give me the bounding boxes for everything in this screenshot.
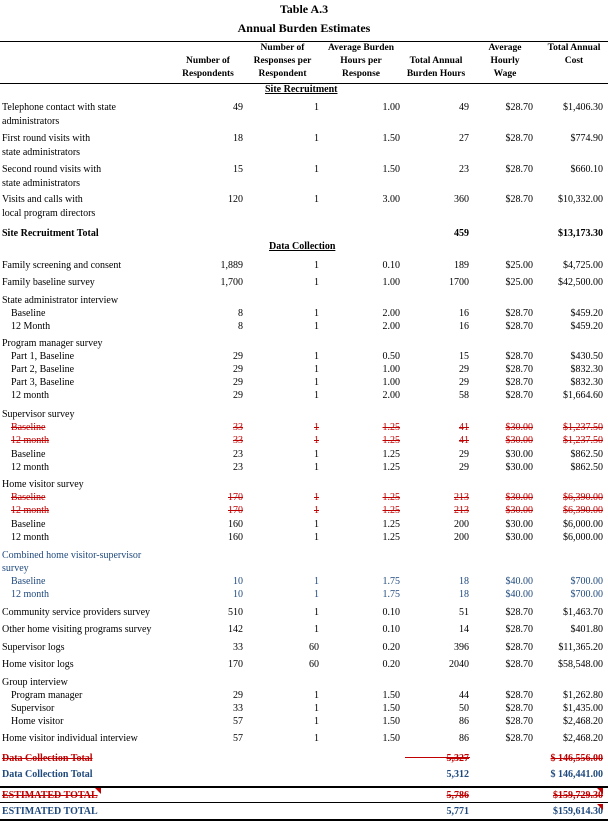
cell-hours: 0.10	[382, 624, 400, 635]
cell-total-hours: 50	[459, 703, 469, 714]
row-label: Baseline	[11, 449, 46, 460]
cell-responses: 1	[314, 351, 319, 362]
cell-hours: 1.50	[382, 703, 400, 714]
cell-cost: $4,725.00	[563, 260, 603, 271]
cell-cost: $430.50	[570, 351, 603, 362]
cell-respondents: 33	[233, 435, 243, 446]
table-row	[0, 689, 608, 702]
cell-wage: $28.70	[505, 733, 533, 744]
header-responses: Number of Responses per Respondent	[253, 43, 312, 79]
cell-total-hours: 459	[454, 228, 469, 239]
cell-total-hours: 5,786	[446, 790, 469, 801]
cell-total-hours: 86	[459, 716, 469, 727]
cell-cost: $6,000.00	[563, 519, 603, 530]
row-label: Second round visits with	[2, 164, 102, 175]
cell-respondents: 120	[228, 194, 243, 205]
row-label: 12 month	[11, 435, 50, 446]
row-label: Baseline	[11, 422, 46, 433]
cell-wage: $28.70	[505, 321, 533, 332]
cell-hours: 1.00	[382, 364, 400, 375]
table-row	[0, 676, 608, 689]
cell-hours: 1.25	[382, 462, 400, 473]
cell-total-hours: 2040	[449, 659, 469, 670]
row-label: Data Collection Total	[2, 769, 93, 780]
row-label: ESTIMATED TOTAL	[2, 806, 98, 817]
cell-responses: 1	[314, 364, 319, 375]
cell-cost: $6,390.00	[563, 505, 603, 516]
cell-hours: 1.50	[382, 716, 400, 727]
cell-wage: $28.70	[505, 659, 533, 670]
cell-responses: 60	[309, 642, 319, 653]
cell-total-hours: 29	[459, 462, 469, 473]
cell-wage: $30.00	[505, 492, 533, 503]
table-row-added	[0, 562, 608, 575]
table-row	[0, 478, 608, 491]
cell-total-hours: 5,771	[446, 806, 469, 817]
cell-total-hours: 1700	[449, 277, 469, 288]
cell-responses: 1	[314, 589, 319, 600]
cell-responses: 1	[314, 260, 319, 271]
row-label: state administrators	[2, 147, 81, 158]
cell-hours: 0.20	[382, 659, 400, 670]
header-respondents: Number of Respondents	[182, 56, 234, 79]
cell-cost: $10,332.00	[558, 194, 603, 205]
table-row	[0, 658, 608, 671]
cell-hours: 2.00	[382, 321, 400, 332]
cell-cost: $1,406.30	[563, 102, 603, 113]
row-label: survey	[2, 563, 29, 574]
cell-cost: $1,237.50	[563, 435, 603, 446]
header-hours: Average Burden Hours per Response	[327, 43, 395, 79]
cell-wage: $28.70	[505, 377, 533, 388]
estimated-mid-rule	[0, 802, 608, 803]
row-label: Supervisor survey	[2, 409, 75, 420]
cell-wage: $28.70	[505, 102, 533, 113]
cell-responses: 1	[314, 308, 319, 319]
cell-responses: 1	[314, 505, 319, 516]
cell-cost: $2,468.20	[563, 733, 603, 744]
cell-total-hours: 5,327	[446, 753, 469, 764]
cell-total-hours: 18	[459, 589, 469, 600]
table-row	[0, 732, 608, 745]
cell-cost: $401.80	[570, 624, 603, 635]
row-label: Baseline	[11, 492, 46, 503]
cell-responses: 1	[314, 576, 319, 587]
row-label: Home visitor logs	[2, 659, 74, 670]
cell-total-hours: 58	[459, 390, 469, 401]
cell-total-hours: 213	[454, 492, 469, 503]
table-row-deleted	[0, 434, 608, 447]
table-row-added	[0, 575, 608, 588]
cell-hours: 1.25	[382, 492, 400, 503]
cell-total-hours: 86	[459, 733, 469, 744]
cell-respondents: 29	[233, 690, 243, 701]
header-total-hours: Total Annual Burden Hours	[406, 56, 466, 79]
cell-hours: 1.50	[382, 164, 400, 175]
cell-responses: 1	[314, 532, 319, 543]
cell-cost: $ 146,441.00	[550, 769, 603, 780]
cell-respondents: 170	[228, 659, 243, 670]
row-label: Family baseline survey	[2, 277, 95, 288]
table-row	[0, 408, 608, 421]
cell-responses: 1	[314, 321, 319, 332]
revision-mark-icon	[95, 788, 101, 794]
cell-cost: $1,237.50	[563, 422, 603, 433]
table-row	[0, 146, 608, 159]
row-label: Baseline	[11, 576, 46, 587]
bottom-rule	[0, 819, 608, 821]
cell-hours: 1.00	[382, 102, 400, 113]
row-label: 12 month	[11, 532, 50, 543]
row-label: 12 Month	[11, 321, 51, 332]
cell-responses: 1	[314, 277, 319, 288]
cell-total-hours: 49	[459, 102, 469, 113]
cell-hours: 1.50	[382, 733, 400, 744]
cell-cost: $862.50	[570, 462, 603, 473]
cell-cost: $700.00	[570, 589, 603, 600]
cell-wage: $28.70	[505, 164, 533, 175]
cell-respondents: 23	[233, 449, 243, 460]
cell-hours: 1.50	[382, 133, 400, 144]
cell-cost: $ 146,556.00	[550, 753, 603, 764]
cell-respondents: 170	[228, 492, 243, 503]
row-label: Group interview	[2, 677, 68, 688]
table-row	[0, 350, 608, 363]
cell-total-hours: 5,312	[446, 769, 469, 780]
cell-hours: 1.25	[382, 532, 400, 543]
cell-wage: $30.00	[505, 422, 533, 433]
cell-respondents: 29	[233, 377, 243, 388]
cell-cost: $700.00	[570, 576, 603, 587]
cell-respondents: 57	[233, 733, 243, 744]
cell-responses: 1	[314, 194, 319, 205]
cell-wage: $30.00	[505, 505, 533, 516]
cell-total-hours: 200	[454, 532, 469, 543]
table-row	[0, 193, 608, 206]
cell-total-hours: 23	[459, 164, 469, 175]
table-row	[0, 101, 608, 114]
cell-total-hours: 213	[454, 505, 469, 516]
table-row-deleted	[0, 491, 608, 504]
cell-total-hours: 29	[459, 449, 469, 460]
cell-responses: 1	[314, 164, 319, 175]
cell-cost: $1,435.00	[563, 703, 603, 714]
cell-responses: 1	[314, 607, 319, 618]
row-label: Home visitor survey	[2, 479, 84, 490]
cell-respondents: 8	[238, 321, 243, 332]
table-row	[0, 606, 608, 619]
row-label: Other home visiting programs survey	[2, 624, 152, 635]
cell-hours: 0.10	[382, 607, 400, 618]
row-label: Data Collection Total	[2, 753, 93, 764]
row-label: Combined home visitor-supervisor	[2, 550, 142, 561]
cell-respondents: 57	[233, 716, 243, 727]
row-label: Community service providers survey	[2, 607, 151, 618]
cell-respondents: 49	[233, 102, 243, 113]
cell-cost: $11,365.20	[558, 642, 603, 653]
cell-hours: 3.00	[382, 194, 400, 205]
cell-cost: $159,729.30	[553, 790, 603, 801]
row-label: state administrators	[2, 178, 81, 189]
row-label: local program directors	[2, 208, 96, 219]
row-label: Visits and calls with	[2, 194, 83, 205]
revision-mark-icon	[597, 804, 603, 810]
cell-responses: 1	[314, 716, 319, 727]
cell-hours: 1.25	[382, 505, 400, 516]
cell-respondents: 15	[233, 164, 243, 175]
row-label: Family screening and consent	[2, 260, 122, 271]
cell-respondents: 160	[228, 532, 243, 543]
row-label: 12 month	[11, 505, 50, 516]
table-row	[0, 702, 608, 715]
cell-hours: 1.25	[382, 422, 400, 433]
cell-wage: $28.70	[505, 308, 533, 319]
row-label: Part 2, Baseline	[11, 364, 75, 375]
header-wage: Average Hourly Wage	[488, 43, 522, 79]
cell-total-hours: 27	[459, 133, 469, 144]
cell-respondents: 10	[233, 576, 243, 587]
cell-responses: 1	[314, 703, 319, 714]
cell-hours: 1.75	[382, 576, 400, 587]
table-row	[0, 307, 608, 320]
table-row	[0, 518, 608, 531]
row-label: First round visits with	[2, 133, 91, 144]
cell-wage: $30.00	[505, 519, 533, 530]
table-row	[0, 207, 608, 220]
row-label: Baseline	[11, 308, 46, 319]
cell-wage: $28.70	[505, 642, 533, 653]
cell-hours: 1.25	[382, 519, 400, 530]
cell-responses: 1	[314, 462, 319, 473]
header-cost: Total Annual Cost	[547, 43, 601, 66]
table-row	[0, 177, 608, 190]
cell-wage: $40.00	[505, 589, 533, 600]
cell-wage: $28.70	[505, 690, 533, 701]
cell-wage: $30.00	[505, 449, 533, 460]
cell-cost: $832.30	[570, 364, 603, 375]
cell-cost: $42,500.00	[558, 277, 603, 288]
row-label: administrators	[2, 116, 60, 127]
table-row	[0, 132, 608, 145]
table-row	[0, 389, 608, 402]
cell-total-hours: 360	[454, 194, 469, 205]
row-label: Site Recruitment Total	[2, 228, 99, 239]
cell-wage: $30.00	[505, 435, 533, 446]
table-row	[0, 115, 608, 128]
table-row	[0, 461, 608, 474]
cell-hours: 1.00	[382, 377, 400, 388]
row-label: State administrator interview	[2, 295, 119, 306]
cell-responses: 1	[314, 435, 319, 446]
row-label: Program manager survey	[2, 338, 103, 349]
cell-wage: $30.00	[505, 532, 533, 543]
cell-respondents: 170	[228, 505, 243, 516]
cell-respondents: 8	[238, 308, 243, 319]
cell-respondents: 33	[233, 703, 243, 714]
cell-total-hours: 189	[454, 260, 469, 271]
cell-cost: $1,664.60	[563, 390, 603, 401]
cell-hours: 1.25	[382, 435, 400, 446]
cell-responses: 60	[309, 659, 319, 670]
cell-cost: $774.90	[570, 133, 603, 144]
row-label: Telephone contact with state	[2, 102, 116, 113]
cell-responses: 1	[314, 102, 319, 113]
table-row	[0, 623, 608, 636]
cell-cost: $2,468.20	[563, 716, 603, 727]
cell-cost: $459.20	[570, 321, 603, 332]
cell-cost: $6,390.00	[563, 492, 603, 503]
cell-total-hours: 200	[454, 519, 469, 530]
cell-total-hours: 41	[459, 435, 469, 446]
cell-respondents: 10	[233, 589, 243, 600]
cell-responses: 1	[314, 377, 319, 388]
revision-mark-icon	[597, 788, 603, 794]
cell-respondents: 510	[228, 607, 243, 618]
table-row	[0, 337, 608, 350]
cell-total-hours: 16	[459, 321, 469, 332]
cell-respondents: 29	[233, 351, 243, 362]
table-row-deleted	[0, 504, 608, 517]
table-row	[0, 531, 608, 544]
cell-wage: $30.00	[505, 462, 533, 473]
row-label: Supervisor logs	[2, 642, 65, 653]
row-label: 12 month	[11, 462, 50, 473]
cell-cost: $1,463.70	[563, 607, 603, 618]
cell-total-hours: 44	[459, 690, 469, 701]
cell-total-hours: 16	[459, 308, 469, 319]
row-label: Program manager	[11, 690, 83, 701]
cell-wage: $28.70	[505, 351, 533, 362]
table-row-total	[0, 227, 608, 240]
cell-hours: 1.50	[382, 690, 400, 701]
table-row-added	[0, 549, 608, 562]
table-row-deleted-total	[0, 752, 608, 765]
cell-wage: $28.70	[505, 716, 533, 727]
cell-respondents: 33	[233, 642, 243, 653]
cell-total-hours: 41	[459, 422, 469, 433]
cell-wage: $28.70	[505, 703, 533, 714]
row-label: 12 month	[11, 589, 50, 600]
cell-wage: $25.00	[505, 277, 533, 288]
table-row	[0, 448, 608, 461]
cell-responses: 1	[314, 519, 319, 530]
row-label: ESTIMATED TOTAL	[2, 790, 98, 801]
cell-respondents: 142	[228, 624, 243, 635]
cell-wage: $28.70	[505, 624, 533, 635]
section-site-recruitment: Site Recruitment	[265, 84, 338, 95]
cell-respondents: 18	[233, 133, 243, 144]
cell-cost: $159,614.30	[553, 806, 603, 817]
cell-responses: 1	[314, 690, 319, 701]
cell-cost: $459.20	[570, 308, 603, 319]
cell-hours: 2.00	[382, 308, 400, 319]
cell-hours: 0.20	[382, 642, 400, 653]
table-row-estimate	[0, 805, 608, 818]
table-row	[0, 363, 608, 376]
cell-total-hours: 396	[454, 642, 469, 653]
cell-responses: 1	[314, 422, 319, 433]
cell-total-hours: 29	[459, 377, 469, 388]
table-row-added	[0, 588, 608, 601]
table-row	[0, 320, 608, 333]
cell-wage: $28.70	[505, 607, 533, 618]
cell-wage: $40.00	[505, 576, 533, 587]
cell-cost: $832.30	[570, 377, 603, 388]
cell-cost: $1,262.80	[563, 690, 603, 701]
table-row	[0, 294, 608, 307]
row-label: 12 month	[11, 390, 50, 401]
cell-total-hours: 29	[459, 364, 469, 375]
cell-responses: 1	[314, 492, 319, 503]
cell-cost: $6,000.00	[563, 532, 603, 543]
table-row	[0, 259, 608, 272]
table-row-total	[0, 768, 608, 781]
row-label: Part 3, Baseline	[11, 377, 75, 388]
cell-respondents: 1,889	[220, 260, 243, 271]
cell-respondents: 160	[228, 519, 243, 530]
cell-respondents: 29	[233, 364, 243, 375]
row-label: Baseline	[11, 519, 46, 530]
estimated-total-rule	[0, 786, 608, 788]
cell-respondents: 33	[233, 422, 243, 433]
cell-hours: 1.75	[382, 589, 400, 600]
cell-hours: 2.00	[382, 390, 400, 401]
cell-respondents: 1,700	[220, 277, 243, 288]
cell-responses: 1	[314, 449, 319, 460]
cell-hours: 0.50	[382, 351, 400, 362]
deleted-total-rule	[405, 757, 470, 758]
cell-responses: 1	[314, 733, 319, 744]
table-row	[0, 641, 608, 654]
cell-total-hours: 18	[459, 576, 469, 587]
cell-cost: $13,173.30	[558, 228, 603, 239]
table-row	[0, 276, 608, 289]
row-label: Part 1, Baseline	[11, 351, 75, 362]
cell-total-hours: 51	[459, 607, 469, 618]
cell-wage: $28.70	[505, 194, 533, 205]
cell-wage: $28.70	[505, 133, 533, 144]
row-label: Supervisor	[11, 703, 55, 714]
cell-wage: $28.70	[505, 364, 533, 375]
cell-wage: $28.70	[505, 390, 533, 401]
cell-hours: 0.10	[382, 260, 400, 271]
table-row	[0, 376, 608, 389]
table-title: Table A.3	[279, 2, 329, 16]
table-row	[0, 163, 608, 176]
cell-respondents: 29	[233, 390, 243, 401]
cell-total-hours: 14	[459, 624, 469, 635]
table-row	[0, 715, 608, 728]
table-row-deleted-estimate	[0, 789, 608, 802]
cell-hours: 1.25	[382, 449, 400, 460]
cell-responses: 1	[314, 390, 319, 401]
section-data-collection: Data Collection	[269, 241, 336, 252]
cell-responses: 1	[314, 624, 319, 635]
cell-responses: 1	[314, 133, 319, 144]
cell-total-hours: 15	[459, 351, 469, 362]
cell-cost: $862.50	[570, 449, 603, 460]
table-subtitle: Annual Burden Estimates	[237, 21, 371, 35]
table-row-deleted	[0, 421, 608, 434]
cell-cost: $660.10	[570, 164, 603, 175]
cell-cost: $58,548.00	[558, 659, 603, 670]
cell-respondents: 23	[233, 462, 243, 473]
row-label: Home visitor	[11, 716, 64, 727]
cell-hours: 1.00	[382, 277, 400, 288]
row-label: Home visitor individual interview	[2, 733, 138, 744]
cell-wage: $25.00	[505, 260, 533, 271]
